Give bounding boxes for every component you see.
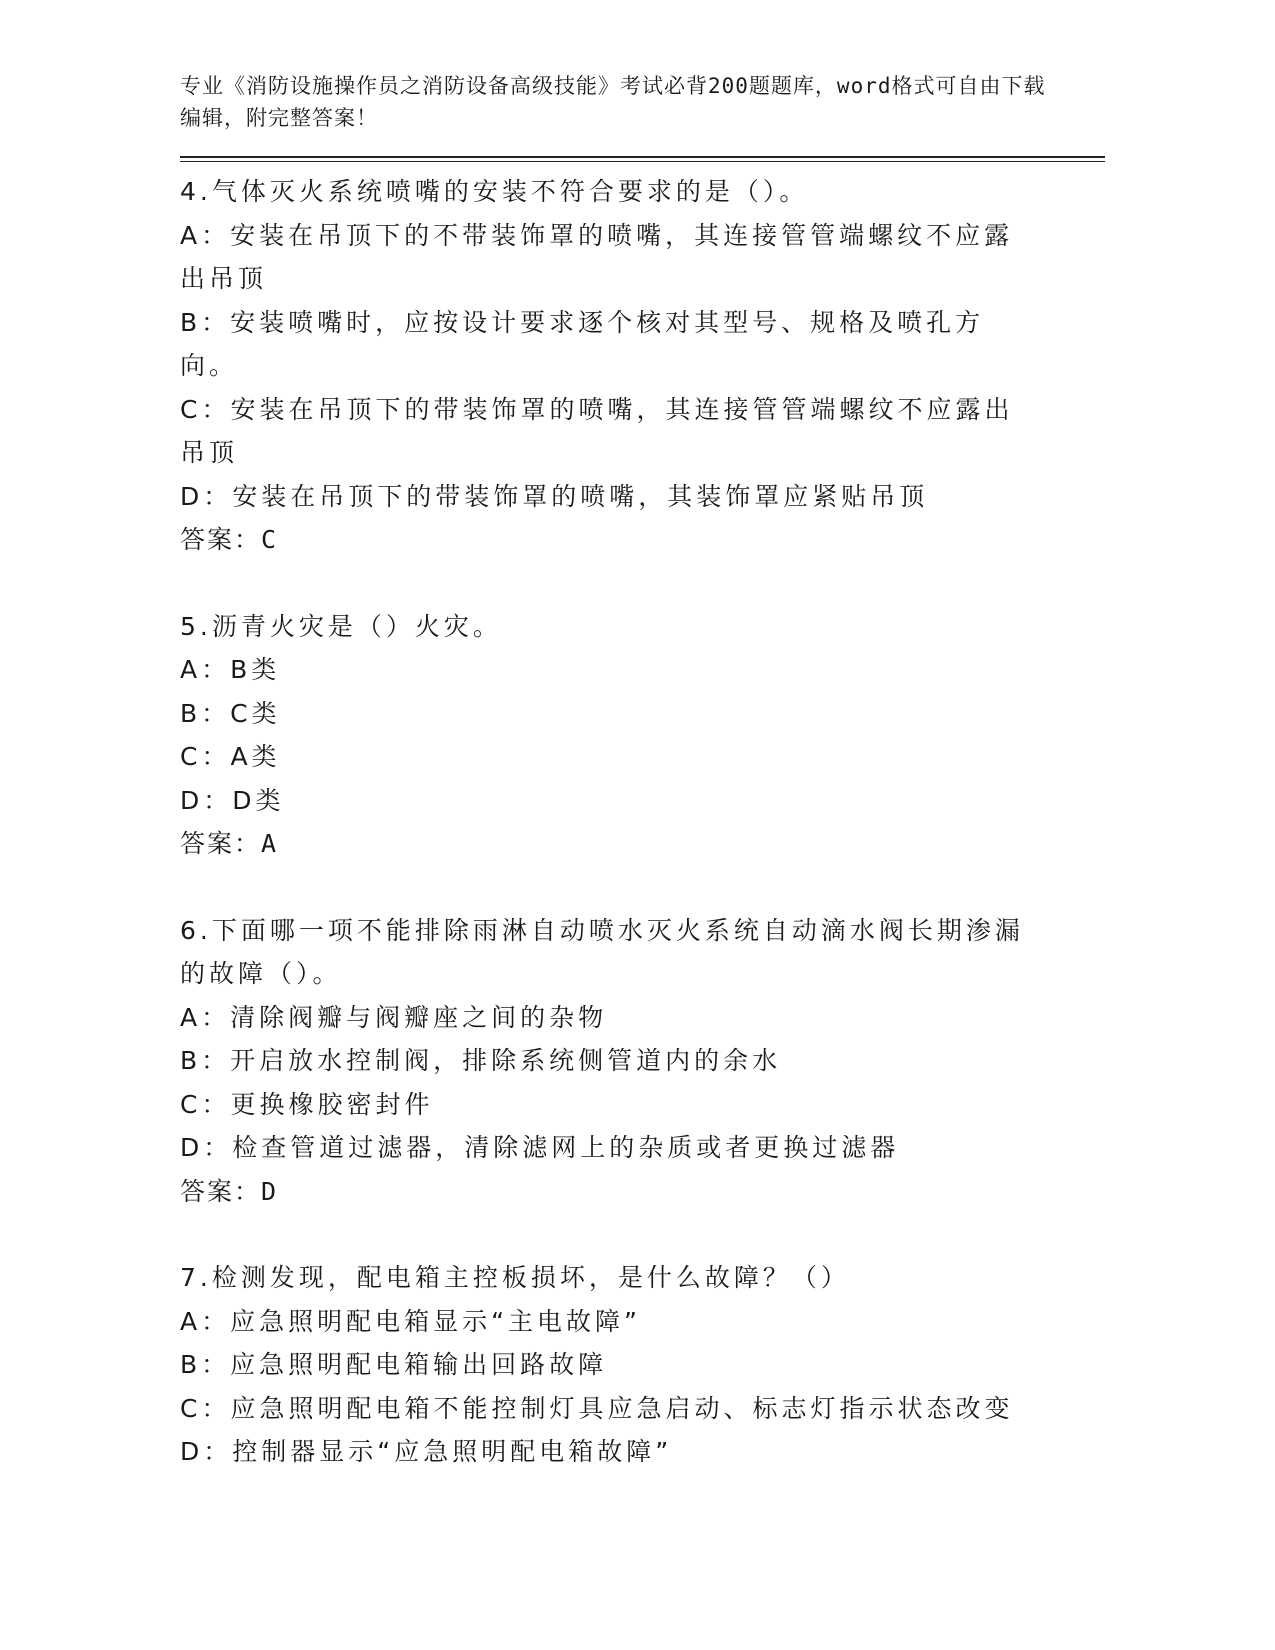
answer-6 <box>180 1170 1100 1214</box>
answer-label: 答案： <box>180 1176 262 1206</box>
question-spacer <box>180 1213 1100 1256</box>
option-c: C：应急照明配电箱不能控制灯具应急启动、标志灯指示状态改变 <box>180 1393 1014 1423</box>
question-stem: 7.检测发现，配电箱主控板损坏，是什么故障？（） <box>180 1263 850 1292</box>
option-b: B：开启放水控制阀，排除系统侧管道内的余水 <box>180 1046 782 1075</box>
answer-4 <box>180 518 1100 562</box>
document-header: 专业《消防设施操作员之消防设备高级技能》考试必背200题题库，word格式可自由下载编辑，附完整答案！ <box>180 74 1046 130</box>
divider-line-thin <box>180 161 1105 162</box>
question-stem: 4.气体灭火系统喷嘴的安装不符合要求的是（）。 <box>180 177 809 206</box>
answer-label: 答案： <box>180 525 262 554</box>
option-c: C：A类 <box>180 742 281 771</box>
option-d: D：控制器显示“应急照明配电箱故障” <box>180 1437 673 1466</box>
divider-line-thick <box>180 156 1105 158</box>
question-stem: 5.沥青火灾是（）火灾。 <box>180 611 502 641</box>
option-d: D：D类 <box>180 785 285 815</box>
option-a: A：B类 <box>180 655 281 684</box>
answer-value: C <box>261 525 279 554</box>
question-stem: 6.下面哪一项不能排除雨淋自动喷水灭火系统自动滴水阀长期渗漏的故障（）。 <box>180 915 1024 988</box>
answer-value: A <box>261 829 279 858</box>
question-spacer <box>180 866 1100 909</box>
answer-label: 答案： <box>180 829 262 858</box>
answer-5 <box>180 822 1100 866</box>
question-7 <box>180 1256 1040 1474</box>
question-5 <box>180 605 1040 823</box>
header-divider <box>180 156 1105 162</box>
option-b: B：应急照明配电箱输出回路故障 <box>180 1350 608 1379</box>
option-c: C：安装在吊顶下的带装饰罩的喷嘴，其连接管管端螺纹不应露出吊顶 <box>180 394 1014 467</box>
option-b: B：C类 <box>180 698 281 728</box>
answer-value: D <box>261 1176 279 1206</box>
question-spacer <box>180 562 1100 605</box>
option-c: C：更换橡胶密封件 <box>180 1089 434 1119</box>
option-a: A：安装在吊顶下的不带装饰罩的喷嘴，其连接管管端螺纹不应露出吊顶 <box>180 220 1014 293</box>
option-b: B：安装喷嘴时，应按设计要求逐个核对其型号、规格及喷孔方向。 <box>180 307 985 380</box>
option-a: A：应急照明配电箱显示“主电故障” <box>180 1306 642 1336</box>
option-d: D：安装在吊顶下的带装饰罩的喷嘴，其装饰罩应紧贴吊顶 <box>180 481 929 511</box>
question-4 <box>180 170 1040 518</box>
question-6 <box>180 909 1040 1170</box>
option-d: D：检查管道过滤器，清除滤网上的杂质或者更换过滤器 <box>180 1133 900 1162</box>
option-a: A：清除阀瓣与阀瓣座之间的杂物 <box>180 1002 608 1032</box>
document-page <box>180 70 1100 1474</box>
